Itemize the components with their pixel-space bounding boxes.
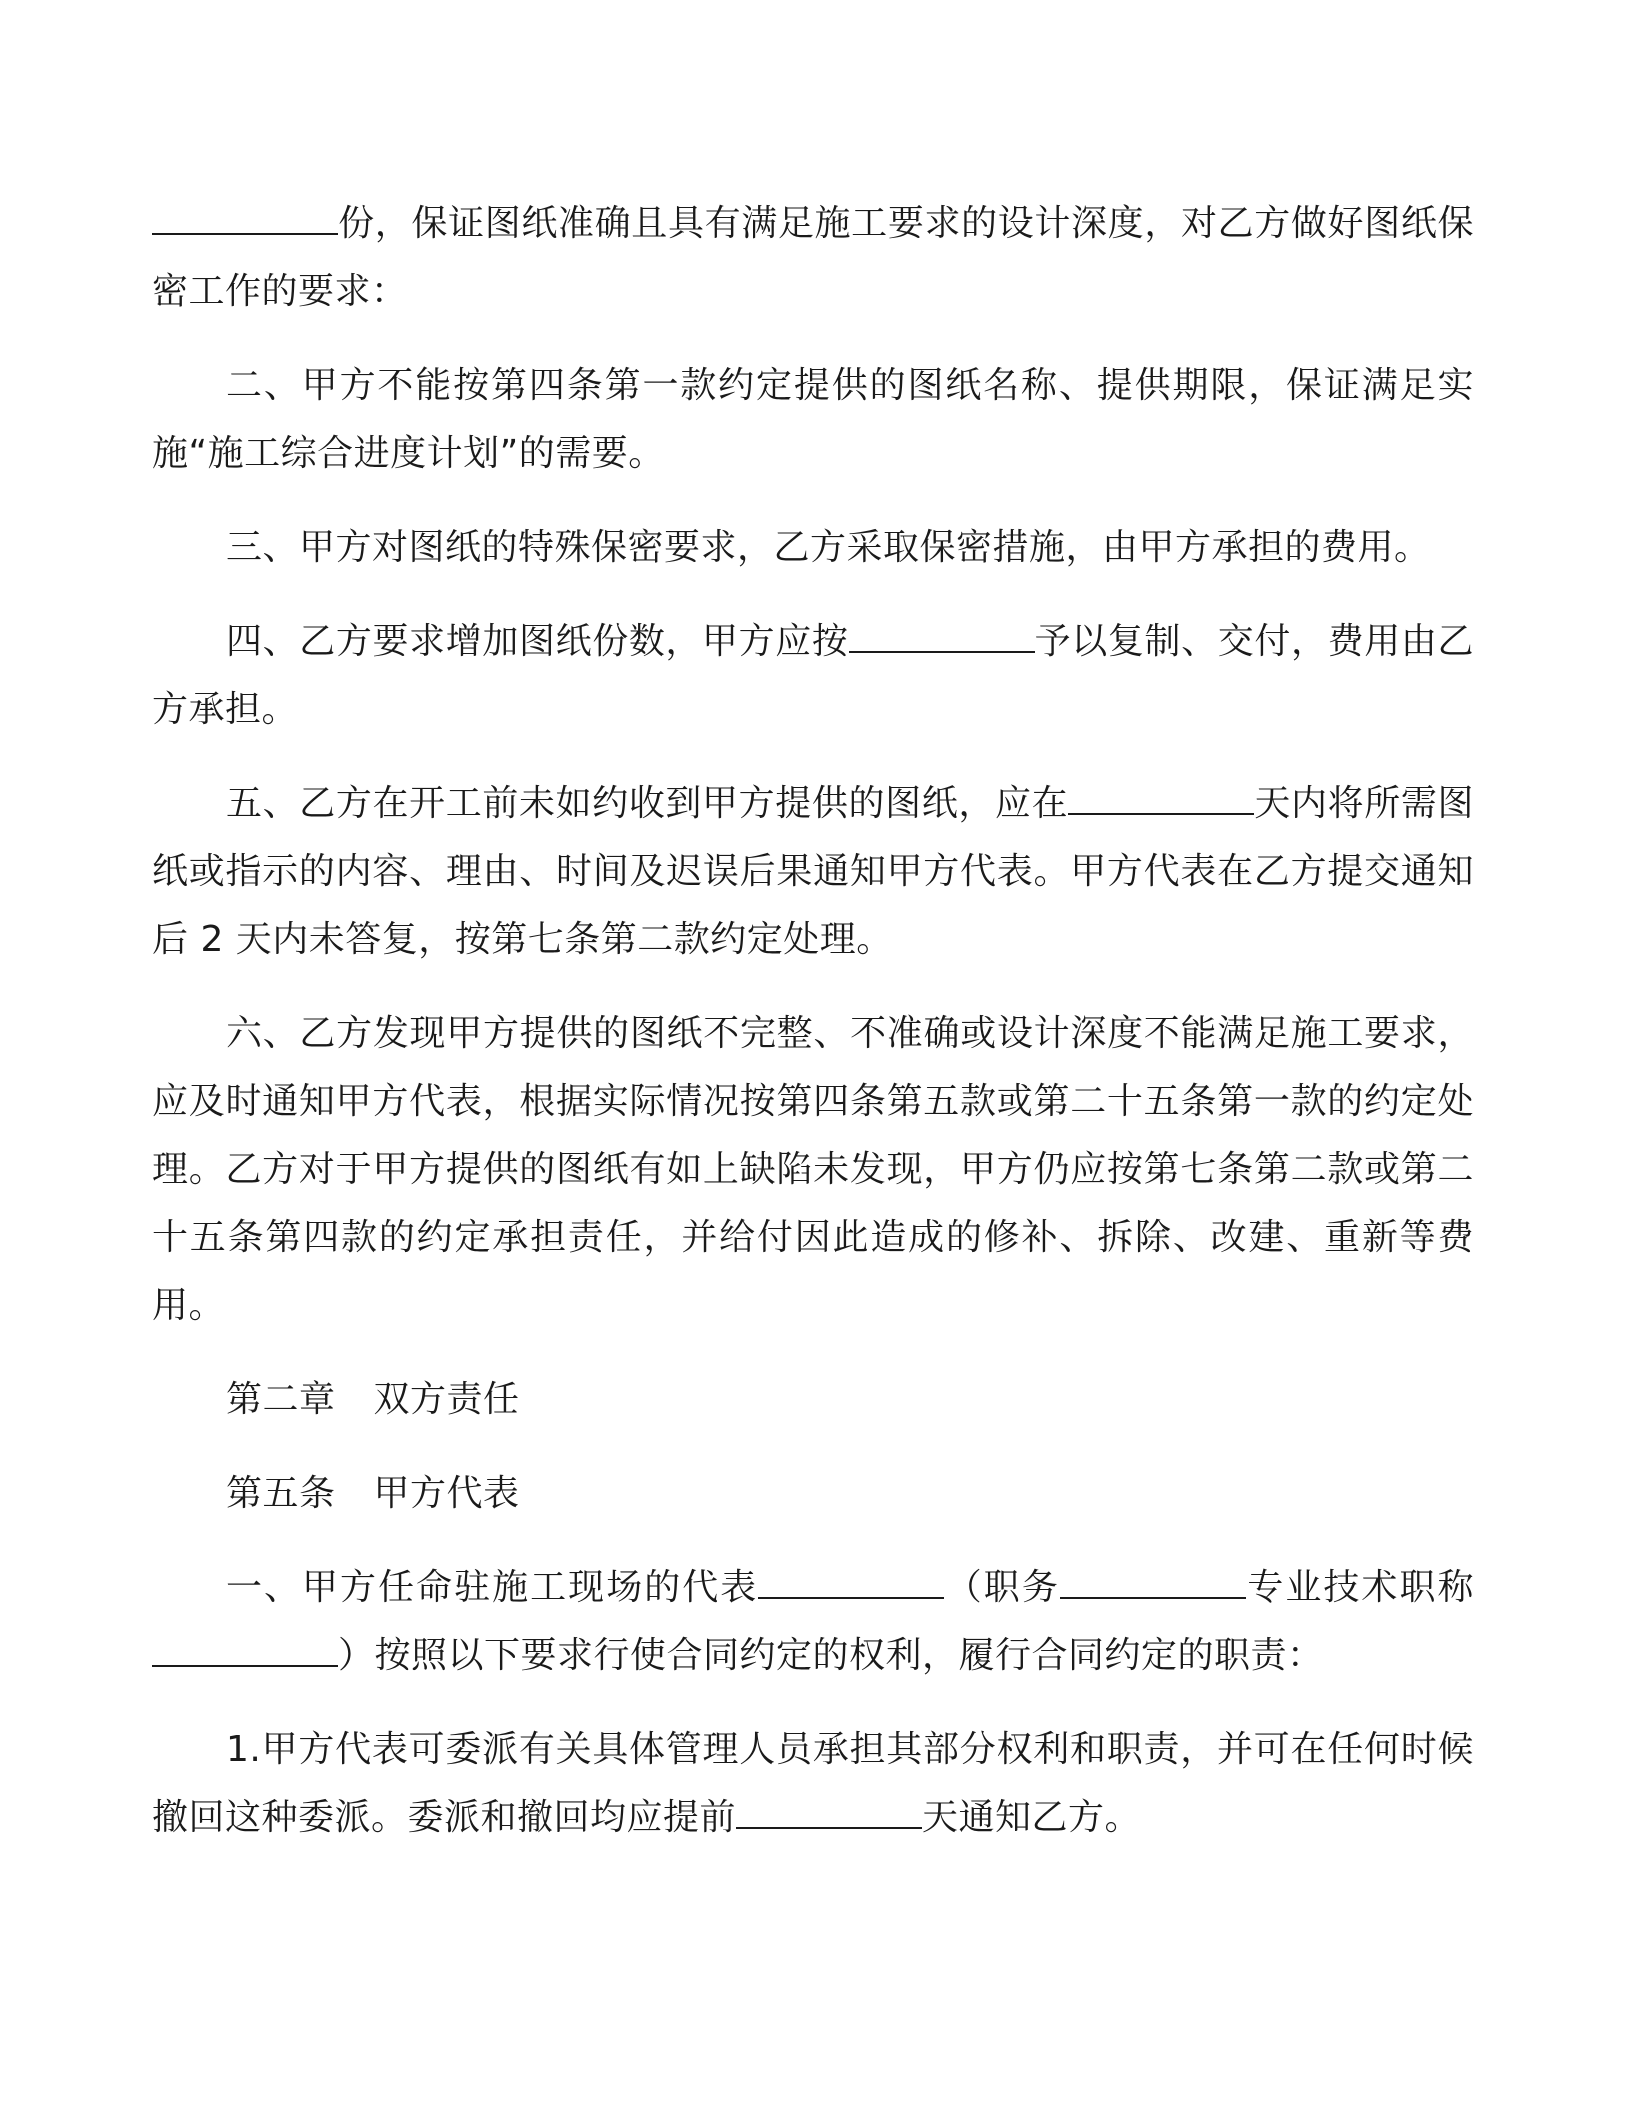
paragraph-text: 双方责任	[373, 1379, 520, 1420]
paragraph-text: 一、甲方任命驻施工现场的代表	[226, 1567, 759, 1608]
fill-in-blank	[1068, 775, 1254, 815]
paragraph-text: 1.甲方代表可委派有关具体管理人员承担其部分权利和职责，并可在任何时候撤回这种委派。委派和撤回均应提前	[152, 1729, 1474, 1838]
document-body	[152, 190, 1474, 1878]
paragraph	[152, 1460, 1474, 1528]
fill-in-blank	[152, 1627, 338, 1667]
paragraph-text: 天内将所需图纸或指示的内容、理由、时间及迟误后果通知甲方代表。甲方代表在乙方提交通知后 2 天内未答复，按第七条第二款约定处理。	[152, 783, 1474, 960]
fill-in-blank	[1060, 1559, 1246, 1599]
paragraph-text: 天通知乙方。	[922, 1797, 1142, 1838]
fill-in-blank	[758, 1559, 944, 1599]
paragraph-text: 专业技术职称	[1245, 1567, 1474, 1608]
fill-in-blank	[849, 613, 1035, 653]
paragraph	[152, 1554, 1474, 1690]
paragraph-text: 份，保证图纸准确且具有满足施工要求的设计深度，对乙方做好图纸保密工作的要求：	[152, 203, 1474, 312]
paragraph-text: 五、乙方在开工前未如约收到甲方提供的图纸，应在	[226, 783, 1069, 824]
paragraph-text: ）按照以下要求行使合同约定的权利，履行合同约定的职责：	[338, 1635, 1324, 1676]
paragraph	[152, 352, 1474, 488]
paragraph-text: 甲方代表	[373, 1473, 520, 1514]
paragraph-text: 予以复制、交付，费用由乙方承担。	[152, 621, 1474, 730]
paragraph-text: 三、甲方对图纸的特殊保密要求，乙方采取保密措施，由甲方承担的费用。	[226, 527, 1431, 568]
fill-in-blank	[152, 195, 338, 235]
fill-in-blank	[736, 1789, 922, 1829]
paragraph	[152, 1716, 1474, 1852]
paragraph-text: 二、甲方不能按第四条第一款约定提供的图纸名称、提供期限，保证满足实施“施工综合进度计划”的需要。	[152, 365, 1474, 474]
paragraph	[152, 1000, 1474, 1340]
paragraph-text: （职务	[944, 1567, 1060, 1608]
paragraph	[152, 770, 1474, 974]
paragraph	[152, 190, 1474, 326]
paragraph-text: 第二章	[226, 1379, 336, 1420]
paragraph-text: 第五条	[226, 1473, 336, 1514]
paragraph	[152, 608, 1474, 744]
paragraph	[152, 514, 1474, 582]
paragraph	[152, 1366, 1474, 1434]
paragraph-text: 四、乙方要求增加图纸份数，甲方应按	[226, 621, 849, 662]
paragraph-text: 六、乙方发现甲方提供的图纸不完整、不准确或设计深度不能满足施工要求，应及时通知甲方代表，根据实际情况按第四条第五款或第二十五条第一款的约定处理。乙方对于甲方提供的图纸有如上缺陷未发现，甲方仍应按第七条第二款或第二十五条第四款的约定承担责任，并给付因此造成的修补、拆除、改建、重新等费用。	[152, 1013, 1474, 1326]
